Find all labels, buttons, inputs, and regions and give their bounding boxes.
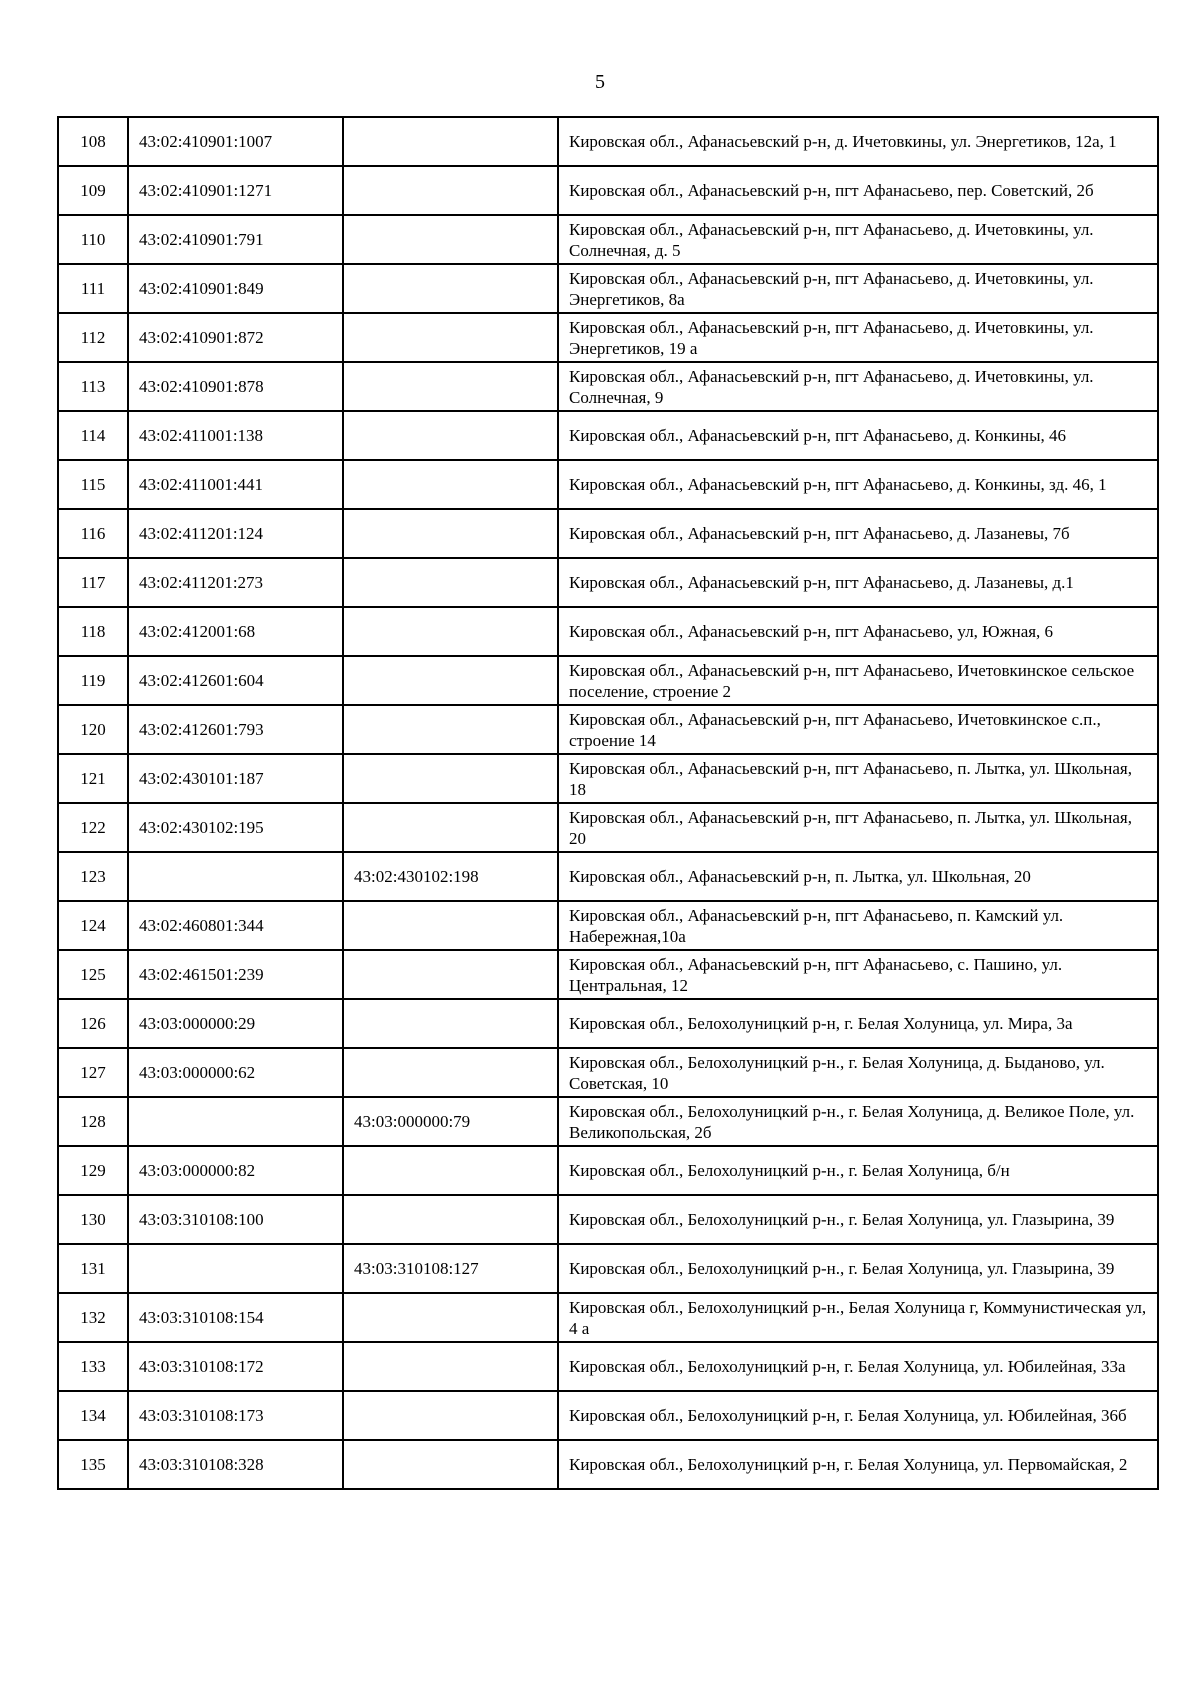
cadastral-number [128, 852, 343, 901]
row-number: 111 [58, 264, 128, 313]
row-number: 131 [58, 1244, 128, 1293]
cadastral-number: 43:02:461501:239 [128, 950, 343, 999]
cadastral-number: 43:02:460801:344 [128, 901, 343, 950]
cadastral-number: 43:03:310108:328 [128, 1440, 343, 1489]
cadastral-number: 43:02:430101:187 [128, 754, 343, 803]
table-row [58, 117, 1158, 166]
cadastral-number: 43:02:412601:604 [128, 656, 343, 705]
row-number: 115 [58, 460, 128, 509]
row-number: 116 [58, 509, 128, 558]
address: Кировская обл., Афанасьевский р-н, пгт Афанасьево, п. Камский ул. Набережная,10а [558, 901, 1158, 950]
address: Кировская обл., Белохолуницкий р-н, г. Белая Холуница, ул. Первомайская, 2 [558, 1440, 1158, 1489]
row-number: 120 [58, 705, 128, 754]
row-number: 125 [58, 950, 128, 999]
table-row [58, 950, 1158, 999]
cadastral-number: 43:02:430102:195 [128, 803, 343, 852]
address: Кировская обл., Афанасьевский р-н, пгт Афанасьево, п. Лытка, ул. Школьная, 18 [558, 754, 1158, 803]
table-row [58, 999, 1158, 1048]
table-row [58, 1195, 1158, 1244]
cadastral-number-secondary [343, 117, 558, 166]
address: Кировская обл., Афанасьевский р-н, пгт Афанасьево, д. Лазаневы, 7б [558, 509, 1158, 558]
table-row [58, 1244, 1158, 1293]
address: Кировская обл., Белохолуницкий р-н., г. Белая Холуница, ул. Глазырина, 39 [558, 1244, 1158, 1293]
table-row [58, 852, 1158, 901]
address: Кировская обл., Белохолуницкий р-н, г. Белая Холуница, ул. Мира, 3а [558, 999, 1158, 1048]
row-number: 127 [58, 1048, 128, 1097]
cadastral-number-secondary [343, 460, 558, 509]
row-number: 117 [58, 558, 128, 607]
address: Кировская обл., Афанасьевский р-н, пгт Афанасьево, пер. Советский, 2б [558, 166, 1158, 215]
cadastral-number: 43:03:000000:82 [128, 1146, 343, 1195]
row-number: 124 [58, 901, 128, 950]
cadastral-number: 43:02:411001:441 [128, 460, 343, 509]
address: Кировская обл., Афанасьевский р-н, пгт Афанасьево, п. Лытка, ул. Школьная, 20 [558, 803, 1158, 852]
cadastral-number: 43:02:411201:273 [128, 558, 343, 607]
table-row [58, 1342, 1158, 1391]
table-row [58, 1048, 1158, 1097]
cadastral-number-secondary [343, 656, 558, 705]
cadastral-number-secondary [343, 313, 558, 362]
cadastral-number-secondary: 43:03:310108:127 [343, 1244, 558, 1293]
row-number: 118 [58, 607, 128, 656]
table-row [58, 215, 1158, 264]
address: Кировская обл., Афанасьевский р-н, пгт Афанасьево, ул, Южная, 6 [558, 607, 1158, 656]
cadastral-number [128, 1244, 343, 1293]
cadastral-number: 43:02:410901:791 [128, 215, 343, 264]
address: Кировская обл., Афанасьевский р-н, пгт Афанасьево, Ичетовкинское с.п., строение 14 [558, 705, 1158, 754]
cadastral-number-secondary [343, 999, 558, 1048]
row-number: 135 [58, 1440, 128, 1489]
cadastral-number: 43:02:412601:793 [128, 705, 343, 754]
cadastral-number: 43:02:410901:878 [128, 362, 343, 411]
cadastral-number-secondary [343, 509, 558, 558]
row-number: 134 [58, 1391, 128, 1440]
table-row [58, 803, 1158, 852]
page-number: 5 [595, 71, 605, 93]
row-number: 109 [58, 166, 128, 215]
cadastral-number-secondary [343, 1342, 558, 1391]
cadastral-number-secondary [343, 1195, 558, 1244]
cadastral-number: 43:02:410901:1007 [128, 117, 343, 166]
cadastral-number: 43:03:000000:29 [128, 999, 343, 1048]
cadastral-number: 43:02:411201:124 [128, 509, 343, 558]
table-row [58, 1440, 1158, 1489]
row-number: 129 [58, 1146, 128, 1195]
address: Кировская обл., Белохолуницкий р-н., Белая Холуница г, Коммунистическая ул, 4 а [558, 1293, 1158, 1342]
address: Кировская обл., Афанасьевский р-н, пгт Афанасьево, д. Конкины, 46 [558, 411, 1158, 460]
address: Кировская обл., Афанасьевский р-н, пгт Афанасьево, с. Пашино, ул. Центральная, 12 [558, 950, 1158, 999]
cadastral-number-secondary [343, 607, 558, 656]
cadastral-number-secondary: 43:02:430102:198 [343, 852, 558, 901]
cadastral-number: 43:03:000000:62 [128, 1048, 343, 1097]
address: Кировская обл., Афанасьевский р-н, пгт Афанасьево, Ичетовкинское сельское поселение, строение 2 [558, 656, 1158, 705]
table-row [58, 1097, 1158, 1146]
cadastral-number: 43:02:410901:1271 [128, 166, 343, 215]
table-body [58, 117, 1158, 1489]
address: Кировская обл., Афанасьевский р-н, пгт Афанасьево, д. Лазаневы, д.1 [558, 558, 1158, 607]
cadastral-number-secondary [343, 901, 558, 950]
address: Кировская обл., Белохолуницкий р-н, г. Белая Холуница, ул. Юбилейная, 33а [558, 1342, 1158, 1391]
row-number: 123 [58, 852, 128, 901]
cadastral-number-secondary [343, 1440, 558, 1489]
table-row [58, 1293, 1158, 1342]
address: Кировская обл., Белохолуницкий р-н, г. Белая Холуница, ул. Юбилейная, 36б [558, 1391, 1158, 1440]
cadastral-number-secondary [343, 1048, 558, 1097]
property-table [57, 116, 1159, 1490]
cadastral-number-secondary [343, 215, 558, 264]
table-row [58, 1146, 1158, 1195]
row-number: 132 [58, 1293, 128, 1342]
row-number: 122 [58, 803, 128, 852]
cadastral-number: 43:03:310108:154 [128, 1293, 343, 1342]
row-number: 112 [58, 313, 128, 362]
row-number: 110 [58, 215, 128, 264]
cadastral-number-secondary: 43:03:000000:79 [343, 1097, 558, 1146]
address: Кировская обл., Белохолуницкий р-н., г. Белая Холуница, д. Быданово, ул. Советская, 10 [558, 1048, 1158, 1097]
cadastral-number [128, 1097, 343, 1146]
table-row [58, 705, 1158, 754]
cadastral-number: 43:02:412001:68 [128, 607, 343, 656]
table-row [58, 656, 1158, 705]
cadastral-number: 43:02:410901:849 [128, 264, 343, 313]
row-number: 126 [58, 999, 128, 1048]
cadastral-number-secondary [343, 411, 558, 460]
cadastral-number-secondary [343, 558, 558, 607]
row-number: 133 [58, 1342, 128, 1391]
table-row [58, 411, 1158, 460]
table-row [58, 362, 1158, 411]
cadastral-number: 43:03:310108:173 [128, 1391, 343, 1440]
table-row [58, 509, 1158, 558]
address: Кировская обл., Афанасьевский р-н, п. Лытка, ул. Школьная, 20 [558, 852, 1158, 901]
row-number: 128 [58, 1097, 128, 1146]
cadastral-number-secondary [343, 362, 558, 411]
row-number: 113 [58, 362, 128, 411]
table-row [58, 754, 1158, 803]
table-row [58, 166, 1158, 215]
address: Кировская обл., Белохолуницкий р-н., г. Белая Холуница, ул. Глазырина, 39 [558, 1195, 1158, 1244]
address: Кировская обл., Белохолуницкий р-н., г. Белая Холуница, д. Великое Поле, ул. Великопольская, 2б [558, 1097, 1158, 1146]
cadastral-number: 43:02:411001:138 [128, 411, 343, 460]
row-number: 114 [58, 411, 128, 460]
table-row [58, 558, 1158, 607]
table-row [58, 460, 1158, 509]
address: Кировская обл., Афанасьевский р-н, д. Ичетовкины, ул. Энергетиков, 12а, 1 [558, 117, 1158, 166]
cadastral-number: 43:03:310108:100 [128, 1195, 343, 1244]
cadastral-number-secondary [343, 1146, 558, 1195]
cadastral-number-secondary [343, 1293, 558, 1342]
cadastral-number-secondary [343, 705, 558, 754]
table-row [58, 607, 1158, 656]
cadastral-number-secondary [343, 264, 558, 313]
address: Кировская обл., Афанасьевский р-н, пгт Афанасьево, д. Ичетовкины, ул. Солнечная, 9 [558, 362, 1158, 411]
row-number: 108 [58, 117, 128, 166]
cadastral-number-secondary [343, 166, 558, 215]
cadastral-number-secondary [343, 803, 558, 852]
cadastral-number-secondary [343, 1391, 558, 1440]
table-row [58, 264, 1158, 313]
table-row [58, 313, 1158, 362]
cadastral-number: 43:03:310108:172 [128, 1342, 343, 1391]
address: Кировская обл., Афанасьевский р-н, пгт Афанасьево, д. Ичетовкины, ул. Энергетиков, 19 а [558, 313, 1158, 362]
table-row [58, 901, 1158, 950]
row-number: 121 [58, 754, 128, 803]
address: Кировская обл., Афанасьевский р-н, пгт Афанасьево, д. Ичетовкины, ул. Энергетиков, 8а [558, 264, 1158, 313]
address: Кировская обл., Афанасьевский р-н, пгт Афанасьево, д. Конкины, зд. 46, 1 [558, 460, 1158, 509]
row-number: 119 [58, 656, 128, 705]
address: Кировская обл., Афанасьевский р-н, пгт Афанасьево, д. Ичетовкины, ул. Солнечная, д. 5 [558, 215, 1158, 264]
cadastral-number-secondary [343, 950, 558, 999]
address: Кировская обл., Белохолуницкий р-н., г. Белая Холуница, б/н [558, 1146, 1158, 1195]
cadastral-number: 43:02:410901:872 [128, 313, 343, 362]
cadastral-number-secondary [343, 754, 558, 803]
row-number: 130 [58, 1195, 128, 1244]
table-row [58, 1391, 1158, 1440]
